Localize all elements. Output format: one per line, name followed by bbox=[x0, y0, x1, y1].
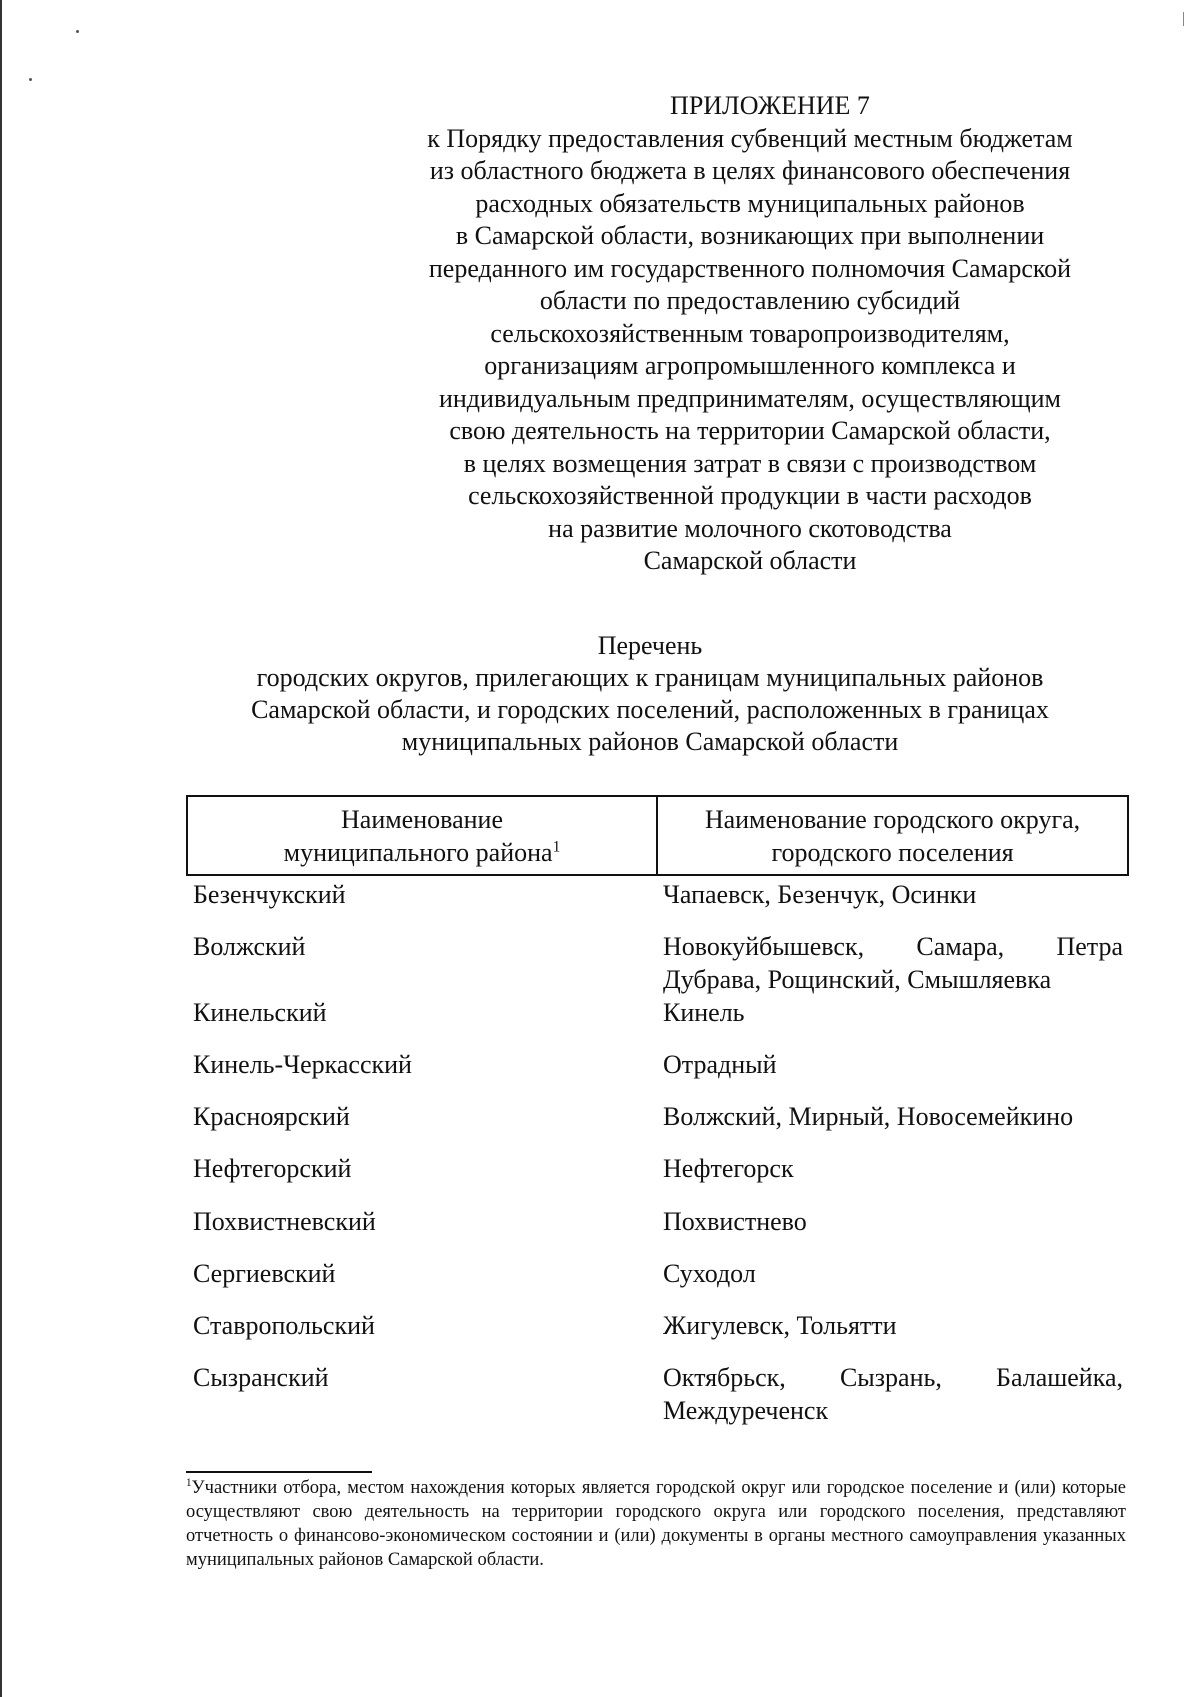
district-name: Безенчукский bbox=[193, 880, 346, 909]
appendix-line: в Самарской области, возникающих при выполнении bbox=[455, 221, 1045, 250]
appendix-line: на развитие молочного скотоводства bbox=[548, 513, 952, 543]
settlement-list: Жигулевск, Тольятти bbox=[663, 1311, 897, 1340]
appendix-line: Самарской области bbox=[643, 546, 857, 575]
table-row bbox=[193, 1048, 1123, 1100]
settlement-list: Новокуйбышевск, Самара, Петра Дубрава, Рощинский, Смышляевка bbox=[663, 932, 1123, 994]
district-name: Кинель-Черкасский bbox=[193, 1050, 412, 1079]
table-row bbox=[193, 1361, 1123, 1431]
appendix-line: свою деятельность на территории Самарской области, bbox=[449, 416, 1051, 445]
appendix-line: переданного им государственного полномочия Самарской bbox=[428, 253, 1072, 283]
table-header bbox=[186, 795, 1129, 876]
appendix-title: ПРИЛОЖЕНИЕ 7 bbox=[670, 91, 870, 120]
scan-speck bbox=[29, 78, 32, 81]
district-name: Нефтегорский bbox=[193, 1154, 352, 1183]
settlement-list: Отрадный bbox=[663, 1050, 777, 1079]
footnote-separator bbox=[186, 1471, 372, 1473]
appendix-line: расходных обязательств муниципальных районов bbox=[475, 188, 1025, 218]
footnote-ref: 1 bbox=[552, 837, 561, 855]
appendix-line: в целях возмещения затрат в связи с производством bbox=[463, 448, 1037, 478]
appendix-line: сельскохозяйственной продукции в части расходов bbox=[468, 481, 1032, 510]
settlement-list: Октябрьск, Сызрань, Балашейка, Междуреченск bbox=[663, 1363, 1123, 1425]
district-name: Красноярский bbox=[193, 1102, 350, 1131]
table-row bbox=[193, 1152, 1123, 1205]
list-title-line: Самарской области, и городских поселений, расположенных в границах bbox=[251, 695, 1049, 724]
table-body bbox=[193, 878, 1123, 1431]
list-title bbox=[150, 630, 1150, 758]
header-cell-settlement bbox=[657, 796, 1128, 875]
appendix-header bbox=[370, 90, 1130, 578]
settlement-list: Похвистнево bbox=[663, 1207, 807, 1236]
list-title-line: городских округов, прилегающих к границам муниципальных районов bbox=[256, 663, 1044, 692]
table-row bbox=[193, 930, 1123, 996]
district-name: Ставропольский bbox=[193, 1311, 375, 1340]
district-name: Волжский bbox=[193, 932, 306, 961]
settlement-list: Кинель bbox=[663, 998, 745, 1027]
table-row bbox=[193, 996, 1123, 1048]
list-title-line: муниципальных районов Самарской области bbox=[401, 727, 899, 756]
table-row bbox=[193, 1309, 1123, 1361]
header-text: Наименование городского округа, bbox=[704, 804, 1081, 834]
district-name: Сергиевский bbox=[193, 1259, 336, 1288]
settlement-list: Нефтегорск bbox=[663, 1154, 794, 1183]
district-name: Кинельский bbox=[193, 998, 327, 1027]
appendix-line: сельскохозяйственным товаропроизводителям, bbox=[490, 318, 1010, 348]
list-heading: Перечень bbox=[597, 631, 703, 660]
scan-mark bbox=[1183, 12, 1184, 26]
table-row bbox=[193, 1205, 1123, 1257]
table-row bbox=[193, 1257, 1123, 1309]
district-name: Похвистневский bbox=[193, 1207, 376, 1236]
appendix-line: организациям агропромышленного комплекса и bbox=[484, 351, 1016, 380]
header-text: городского поселения bbox=[771, 837, 1014, 867]
appendix-line: к Порядку предоставления субвенций местным бюджетам bbox=[427, 123, 1073, 153]
footnote bbox=[186, 1476, 1126, 1572]
header-cell-district bbox=[187, 796, 657, 875]
appendix-line: из областного бюджета в целях финансового обеспечения bbox=[429, 156, 1071, 185]
footnote-mark: 1 bbox=[186, 1476, 192, 1489]
settlement-list: Волжский, Мирный, Новосемейкино bbox=[663, 1102, 1074, 1131]
scan-speck bbox=[76, 30, 79, 33]
header-text: муниципального района$^1$ bbox=[283, 837, 561, 867]
page-left-edge bbox=[0, 0, 2, 1697]
settlement-list: Суходол bbox=[663, 1259, 756, 1288]
appendix-line: индивидуальным предпринимателям, осуществляющим bbox=[438, 383, 1062, 413]
table-row bbox=[193, 1100, 1123, 1152]
appendix-line: области по предоставлению субсидий bbox=[539, 286, 961, 315]
settlement-list: Чапаевск, Безенчук, Осинки bbox=[663, 880, 977, 909]
header-text: Наименование bbox=[341, 804, 503, 834]
district-name: Сызранский bbox=[193, 1363, 329, 1392]
footnote-text: Участники отбора, местом нахождения которых является городской округ или городское поселение и (или) которые осуществляют свою деятельность на территории городского округа или городского поселения, представляют отчетность о финансово-экономическом состоянии и (или) документы в органы местного самоуправления указанных муниципальных районов Самарской области. bbox=[186, 1478, 1126, 1570]
table-row bbox=[193, 878, 1123, 930]
